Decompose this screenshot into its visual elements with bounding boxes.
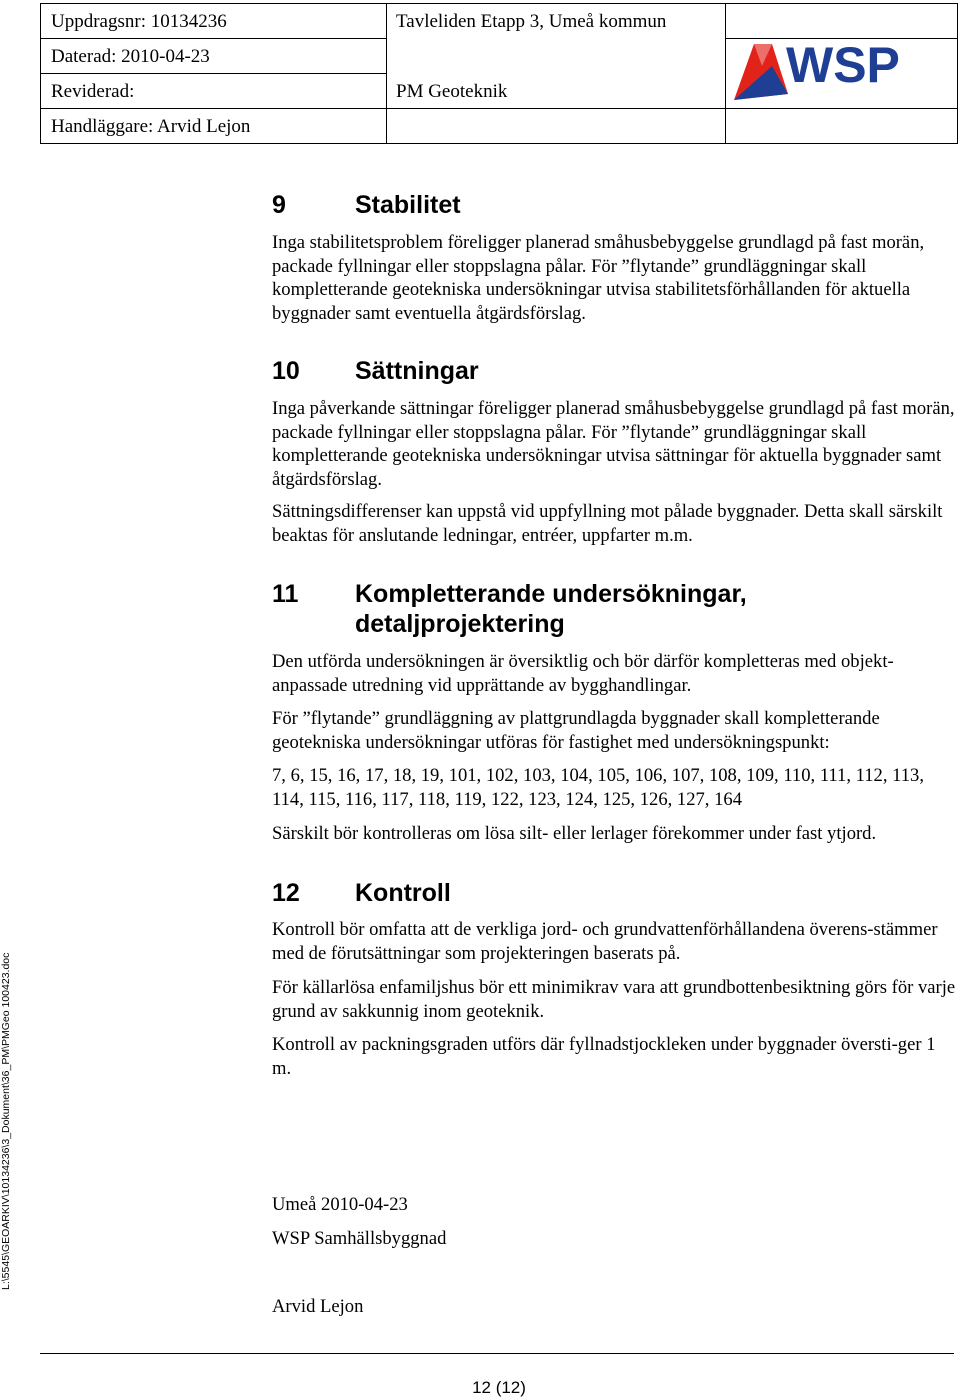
date: Daterad: 2010-04-23 xyxy=(51,46,210,67)
section-title: Sättningar xyxy=(355,357,479,385)
document-type: PM Geoteknik xyxy=(396,81,508,102)
paragraph: Sättningsdifferenser kan uppstå vid uppfyllning mot pålade byggnader. Detta skall särskilt beaktas för anslutande ledningar, entréer, uppfarter m.m. xyxy=(272,501,943,546)
revised: Reviderad: xyxy=(51,81,135,102)
footer-divider xyxy=(40,1353,954,1354)
section-title: Stabilitet xyxy=(355,191,461,219)
section-title: Kontroll xyxy=(355,879,451,907)
signature-place-date: Umeå 2010-04-23 xyxy=(272,1194,408,1215)
project-name: Tavleliden Etapp 3, Umeå kommun xyxy=(396,11,667,32)
page-number: 12 (12) xyxy=(472,1378,526,1397)
header-divider xyxy=(725,4,726,143)
section-number: 9 xyxy=(272,191,286,219)
paragraph: Inga stabilitetsproblem föreligger planerad småhusbebyggelse grundlagd på fast morän, packade fyllningar eller stoppslagna pålar. För ”flytande” grundläggningar skall kompletterande geotekniska undersökningar utvisa stabilitetsförhållanden för aktuella byggnader samt eventuella åtgärdsförslag. xyxy=(272,232,925,324)
paragraph: För ”flytande” grundläggning av plattgrundlagda byggnader skall kompletterande geotekniska undersökningar utföras för fastighet med undersökningspunkt: xyxy=(272,708,880,753)
assignment-number: Uppdragsnr: 10134236 xyxy=(51,11,227,32)
paragraph: För källarlösa enfamiljshus bör ett minimikrav vara att grundbottenbesiktning görs för varje grund av sakkunnig inom geoteknik. xyxy=(272,977,956,1022)
paragraph: Kontroll bör omfatta att de verkliga jord- och grundvattenförhållandena överens-stämmer med de förutsättningar som projekteringen baserats på. xyxy=(272,919,938,964)
signature-name: Arvid Lejon xyxy=(272,1296,364,1317)
file-path-margin: L:\5545\GEOARKIV\10134236\3_Dokument\36_PM\PMGeo 100423.doc xyxy=(0,952,12,1290)
paragraph: Inga påverkande sättningar föreligger planerad småhusbebyggelse grundlagd på fast morän, packade fyllningar eller stoppslagna pålar. För ”flytande” grundläggningar skall kompletterande geotekniska undersökningar utvisa sättningar för aktuella byggnader samt åtgärdsförslag. xyxy=(272,398,955,490)
section-number: 12 xyxy=(272,879,300,907)
section-title-line2: detaljprojektering xyxy=(355,610,565,638)
wsp-logo xyxy=(732,36,922,106)
paragraph: Kontroll av packningsgraden utförs där fyllnadstjockleken under byggnader översti-ger 1 m. xyxy=(272,1034,936,1079)
section-number: 11 xyxy=(272,580,299,608)
logo-text: WSP xyxy=(786,37,900,93)
header-divider xyxy=(725,108,957,109)
section-title-line1: Kompletterande undersökningar, xyxy=(355,580,747,608)
section-number: 10 xyxy=(272,357,300,385)
paragraph: Den utförda undersökningen är översiktlig och bör därför kompletteras med objekt-anpassade utredning vid upprättande av bygghandlingar. xyxy=(272,651,894,696)
paragraph: Särskilt bör kontrolleras om lösa silt- eller lerlager förekommer under fast ytjord. xyxy=(272,823,877,844)
signature-company: WSP Samhällsbyggnad xyxy=(272,1228,447,1249)
handler: Handläggare: Arvid Lejon xyxy=(51,116,251,137)
paragraph: 7, 6, 15, 16, 17, 18, 19, 101, 102, 103, 104, 105, 106, 107, 108, 109, 110, 111, 112, 113, 114, 115, 116, 117, 118, 119, 122, 123, 124, 125, 126, 127, 164 xyxy=(272,765,924,810)
